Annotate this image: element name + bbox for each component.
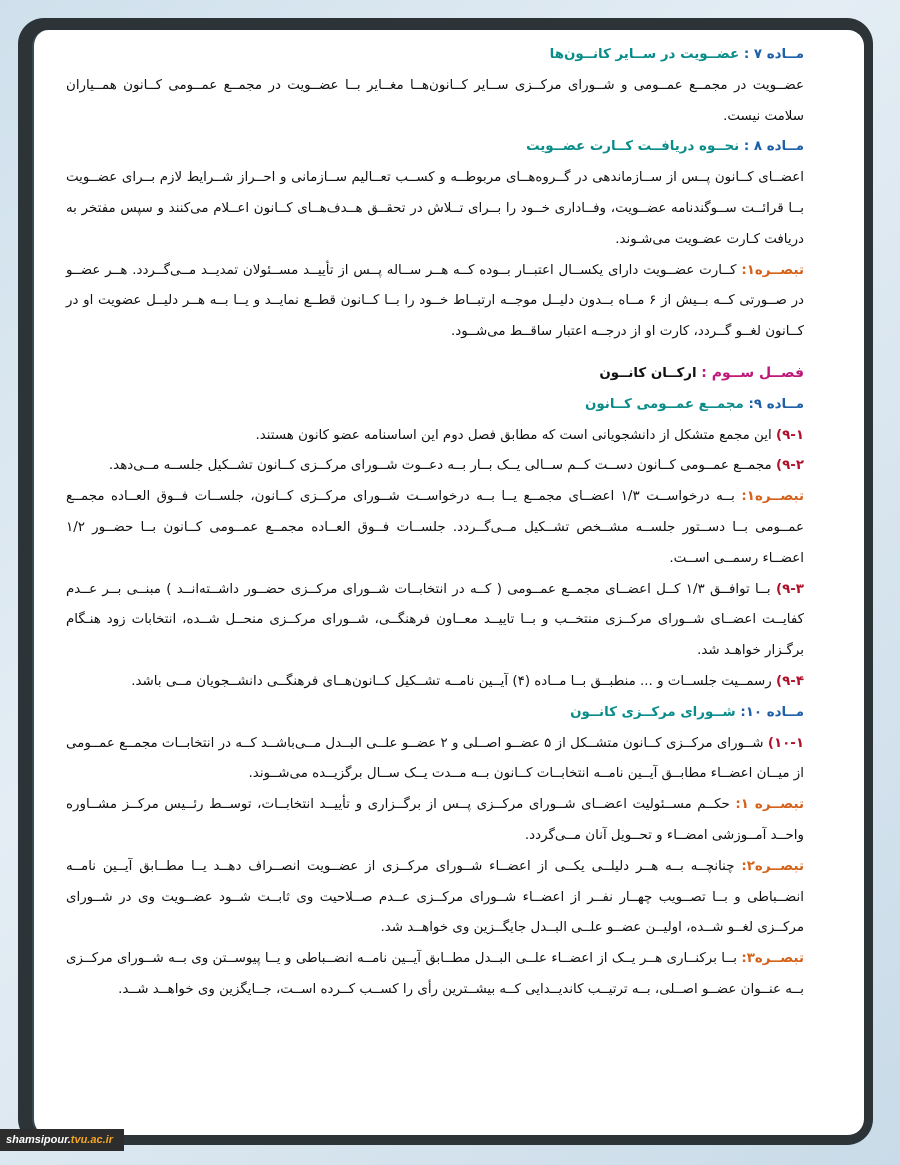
note-text: چنانچــه بــه هــر دلیلــی یکــی از اعضــاء شــورای مرکــزی از عضــویت انصــراف دهــد یــا مطــابق آیــین نامــه انضــباطی و بــا تصــویب چهــار نفــر از اعضــاء شــورای مرکــزی عــدم صــلاحیت وی ثابــت شــود عضــویت وی در شــورای مرکــزی لغــو شــده، اولیــن عضــو علــی البــدل جایگــزین وی خواهــد شد.	[66, 858, 804, 936]
article-9-title: مجمــع عمــومی کــانون	[584, 396, 744, 412]
note-text: کــارت عضــویت دارای یکســال اعتبــار بــوده کــه هــر ســاله پــس از تأییــد مســئولان تمدیــد مــی‌گــردد. هــر عضــو در صــورتی کــه بــیش از ۶ مــاه بــدون دلیــل موجــه ارتبــاط خــود را بــا کــانون قطــع نمایــد و یــا بــه هــر دلیــل عضویت او در کــانون لغــو گــردد، کارت او از درجــه اعتبار ساقــط می‌شــود.	[66, 262, 804, 340]
clause-number: ۱۰-۱)	[767, 735, 805, 751]
article-9-label: مــاده ۹:	[748, 396, 804, 412]
section-3-label: فصــل ســوم :	[701, 364, 804, 381]
clause-9-4	[66, 667, 804, 698]
article-10-note-2	[66, 852, 804, 944]
article-9-heading	[66, 390, 804, 421]
article-8-text: اعضــای کــانون پــس از ســازماندهی در گــروه‌هــای مربوطــه و کســب تعــالیم ســازمانی و احــراز شــرایط لازم بــرای عضــویت بــا قرائــت ســوگندنامه عضــویت، وفــاداری خــود را بــرای تــلاش در تحقــق هــدف‌هــای کــانون اعــلام می‌کنند و سپس مفتخر به دریافت کـارت عضـویت می‌شـوند.	[66, 170, 804, 247]
article-8-note-1	[66, 256, 804, 348]
clause-text: شــورای مرکــزی کــانون متشــکل از ۵ عضــو اصــلی و ۲ عضــو علــی البــدل مــی‌باشــد کــه در انتخابــات مجمــع عمــومی از میــان اعضــاء مطابــق آیــین نامــه انتخابــات کــانون بــه مــدت یــک ســال برگزیــده می‌شــوند.	[66, 735, 804, 782]
note-text: بــا برکنــاری هــر یــک از اعضــاء علــی البــدل مطــابق آیــین نامــه انضــباطی و یــا پیوســتن وی بــه شــورای مرکــزی بــه عنــوان عضــو اصــلی، بــه ترتیــب کاندیــدایی کــه بیشــترین رأی را کســب کــرده اســت، جــایگزین وی خواهــد شــد.	[66, 951, 804, 997]
section-3-heading	[66, 358, 804, 390]
clause-number: ۹-۳)	[775, 581, 804, 597]
site-watermark	[0, 1129, 124, 1151]
article-10-heading	[66, 698, 804, 729]
site-watermark-main: shamsipour.	[6, 1134, 71, 1146]
clause-9-1	[66, 421, 804, 452]
article-8-heading: مــاده ۸ : نحــوه دریافــت کــارت عضــویت	[526, 139, 804, 155]
section-3-title: ارکــان کانــون	[599, 365, 697, 381]
article-9-note-1	[66, 482, 804, 574]
article-7-text: عضــویت در مجمــع عمــومی و شــورای مرکــزی ســایر کــانون‌هــا مغــایر بــا عضــویت در مجمــع عمــومی کــانون همــیاران سلامت نیست.	[66, 77, 804, 124]
article-7-title: عضــویت در ســایر کانــون‌ها	[549, 47, 740, 62]
note-label: تبصــره۲:	[741, 858, 804, 874]
clause-9-2	[66, 451, 804, 482]
clause-9-3	[66, 575, 804, 667]
document-body	[66, 40, 804, 1006]
article-10-title: شــورای مرکــزی کانــون	[570, 704, 736, 720]
clause-text: مجمــع عمــومی کــانون دســت کــم ســالی یــک بــار بــه دعــوت شــورای مرکــزی کــانون تشــکیل جلســه مــی‌دهد.	[108, 458, 772, 474]
site-watermark-domain: tvu.ac.ir	[70, 1134, 113, 1146]
clause-number: ۹-۱)	[775, 427, 804, 443]
clause-text: بــا توافــق ۱/۳ کــل اعضــای مجمــع عمــومی ( کــه در انتخابــات شــورای مرکــزی حضــور داشــته‌انــد ) مبنــی بــر عــدم کفایــت اعضــای شــورای مرکــزی منتخــب و بــا تاییــد معــاون فرهنگــی، شــورای مرکــزی منحــل شــده، انتخابات زود هنـگام برگـزار خواهـد شد.	[66, 581, 804, 659]
note-text: حکــم مســئولیت اعضــای شــورای مرکــزی پــس از برگــزاری و تأییــد انتخابــات، توســط رئــیس مرکــز مشــاوره واحــد آمــوزشی امضــاء و تحــویل آنان مــی‌گردد.	[66, 797, 804, 843]
note-label: تبصــره۱:	[741, 489, 805, 505]
article-10-note-1	[66, 790, 804, 852]
clause-text: رسمــیت جلســات و ... منطبــق بــا مــاده (۴) آیــین نامــه تشــکیل کــانون‌هــای فرهنگــی دانشــجویان مــی باشد.	[131, 673, 772, 689]
clause-number: ۹-۲)	[775, 458, 804, 474]
note-text: بــه درخواســت ۱/۳ اعضــای مجمــع یــا بــه درخواســت شــورای مرکــزی کــانون، جلســات فــوق العــاده مجمــع عمــومی بــا دســتور جلســه مشــخص تشــکیل مــی‌گــردد. جلســات فــوق العــاده مجمــع عمــومی کــانون بــا حضــور ۱/۲ اعضــاء رسمــی اســت.	[66, 489, 804, 566]
clause-10-1	[66, 729, 804, 791]
article-10-note-3	[66, 944, 804, 1006]
article-10-label: مــاده ۱۰:	[740, 704, 804, 720]
clause-number: ۹-۴)	[775, 673, 804, 689]
clause-text: این مجمع متشکل از دانشجویانی است که مطابق فصل دوم این اساسنامه عضو کانون هستند.	[255, 427, 772, 443]
article-7-heading: مــاده ۷ : عضــویت در ســایر کانــون‌ها	[549, 47, 804, 62]
note-label: تبصــره۱:	[741, 262, 804, 278]
article-7-label: مــاده ۷	[753, 47, 804, 62]
article-8-title: نحــوه دریافــت کــارت عضــویت	[526, 139, 740, 155]
article-8-label: مــاده ۸	[753, 139, 804, 155]
note-label: تبصــره ۱:	[735, 797, 804, 813]
note-label: تبصــره۳:	[741, 951, 804, 967]
